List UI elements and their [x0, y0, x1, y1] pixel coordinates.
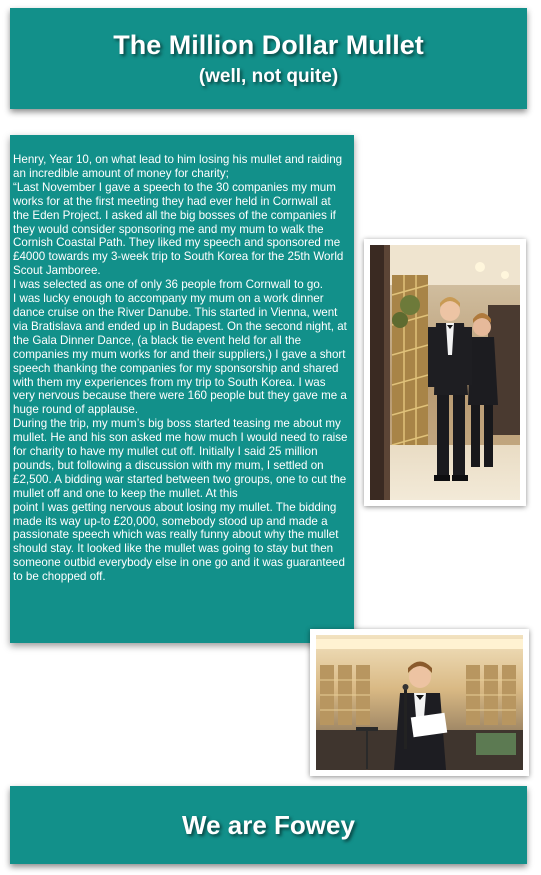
story-paragraph: I was selected as one of only 36 people from Cornwall to go.	[13, 278, 323, 292]
story-paragraph: I was lucky enough to accompany my mum on a work dinner dance cruise on the River Danube. This started in Vienna, went via Bratislava and ended up in Budapest. On the second night, at the Gala Dinner Dance, (a black tie event held for all the companies my mum works for and their suppliers,) I gave a short speech thanking the companies for my sponsorship and shared with them my experiences from my trip to South Korea. I was very nervous because there were 160 people but they gave me a huge round of applause.	[13, 292, 347, 417]
footer-title: We are Fowey	[182, 810, 355, 840]
page-title: The Million Dollar Mullet	[113, 30, 424, 60]
header-banner	[10, 8, 527, 109]
story-paragraph: point I was getting nervous about losing my mullet. The bidding made its way up-to £20,000, somebody stood up and made a passionate speech which was really funny about why the mullet should stay. It looked like the mullet was going to stay but then someone outbid everybody else in one go and it was guaranteed to be chopped off.	[13, 500, 345, 584]
story-paragraph: Henry, Year 10, on what lead to him losing his mullet and raiding an incredible amount of money for charity;	[13, 153, 343, 180]
story-text-box	[10, 135, 354, 643]
photo-two-boys-in-tuxedos	[364, 239, 526, 506]
story-paragraph: “Last November I gave a speech to the 30 companies my mum works for at the first meeting they had ever held in Cornwall at the Eden Project. I asked all the big bosses of the companies if they would consider sponsoring me and my mum to walk the Cornish Coastal Path. They liked my speech and sponsored me £4000 towards my 3-week trip to South Korea for the 25th World Scout Jamboree.	[13, 180, 344, 278]
photo-boy-giving-speech	[310, 629, 529, 776]
photo-two-boys-image	[370, 245, 520, 500]
page-subtitle: (well, not quite)	[198, 66, 339, 87]
photo-boy-speech-image	[316, 635, 523, 770]
footer-banner	[10, 786, 527, 864]
story-paragraph: During the trip, my mum’s big boss started teasing me about my mullet. He and his son asked me how much I would need to raise for charity to have my mullet cut off. Initially I said 25 million pounds, but following a discussion with my mum, I settled on £2,500. A bidding war started between two groups, one to cut the mullet off and one to keep the mullet. At this	[13, 417, 348, 500]
